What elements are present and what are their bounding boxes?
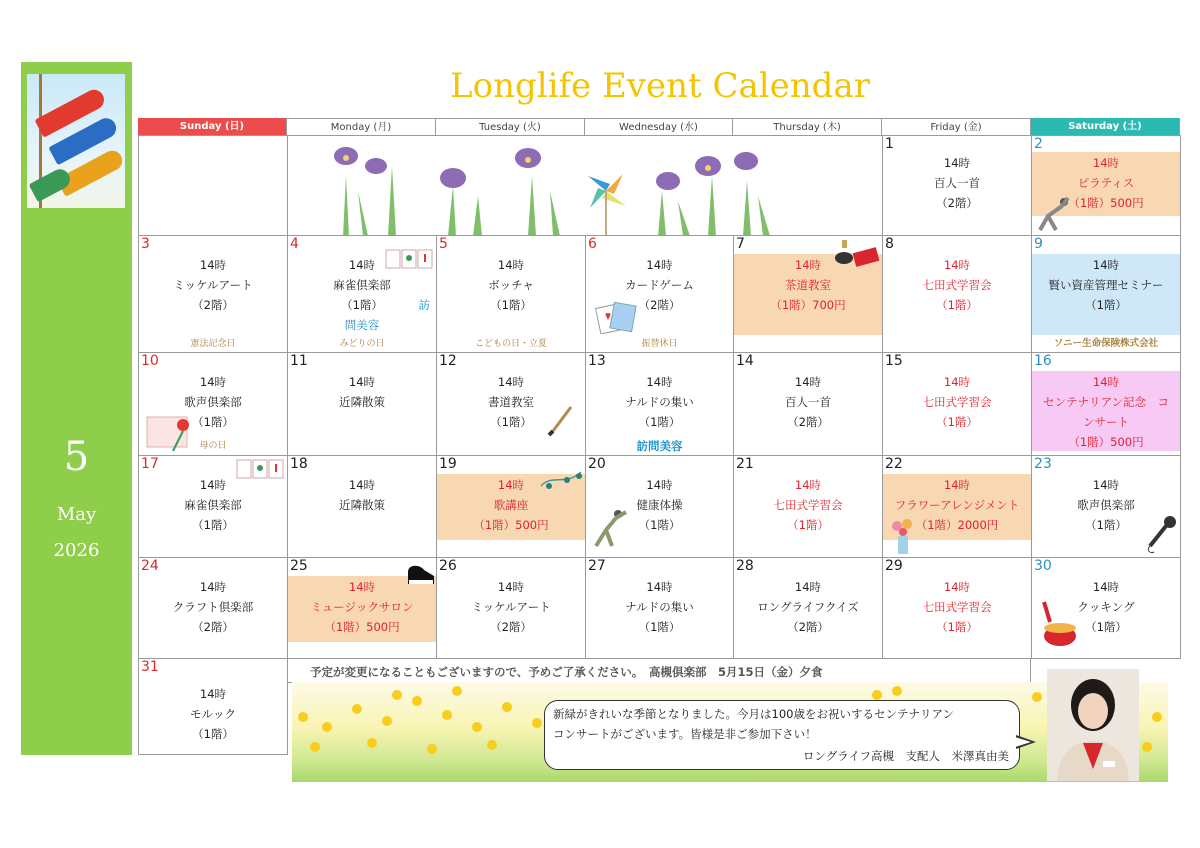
- calendar-cell-day-20: [585, 455, 734, 558]
- calendar-cell-day-9: [1031, 235, 1181, 353]
- event-location: （2階）: [490, 620, 532, 634]
- event-title: フラワーアレンジメント: [894, 498, 1020, 512]
- calendar-cell-day-25: [287, 557, 437, 659]
- calendar-cell-day-27: [585, 557, 734, 659]
- event-location: （1階）: [1085, 620, 1127, 634]
- day-number: 17: [141, 456, 159, 472]
- event-time: 14時: [1092, 258, 1120, 272]
- exercise-person-icon: [590, 506, 630, 550]
- event-time: 14時: [497, 258, 525, 272]
- day-number: 1: [885, 136, 894, 152]
- event-time: 14時: [497, 478, 525, 492]
- event-location: （1階）500円: [473, 518, 549, 532]
- event-time: 14時: [1092, 156, 1120, 170]
- koinobori-picture: [27, 74, 125, 208]
- event-time: 14時: [1092, 375, 1120, 389]
- event-title: 書道教室: [488, 395, 534, 409]
- event-location: （1階）: [1085, 298, 1127, 312]
- event-location: （1階）: [490, 415, 532, 429]
- calendar-cell-day-16: [1031, 352, 1181, 456]
- event-time: 14時: [199, 687, 227, 701]
- event-time: 14時: [943, 375, 971, 389]
- day-number: 30: [1034, 558, 1052, 574]
- event-title: カードゲーム: [625, 278, 694, 292]
- event-location: （1階）500円: [1068, 196, 1144, 210]
- calendar-cell-day-7: [733, 235, 883, 353]
- calligraphy-brush-icon: [545, 403, 575, 437]
- event-title: ナルドの集い: [625, 395, 694, 409]
- calendar-cell-day-10: [138, 352, 288, 456]
- day-number: 27: [588, 558, 606, 574]
- music-notes-icon: [537, 464, 585, 494]
- weekday-monday: Monday (月): [287, 118, 436, 135]
- calendar-cell-day-30: [1031, 557, 1181, 659]
- event-location: （1階）500円: [324, 620, 400, 634]
- event-time: 14時: [497, 375, 525, 389]
- day-number: 24: [141, 558, 159, 574]
- day-number: 29: [885, 558, 903, 574]
- event-title: ロングライフクイズ: [757, 600, 859, 614]
- weekday-wednesday: Wednesday (水): [585, 118, 733, 135]
- day-number: 16: [1034, 353, 1052, 369]
- day-number: 21: [736, 456, 754, 472]
- day-number: 15: [885, 353, 903, 369]
- event-time: 14時: [348, 375, 376, 389]
- event-location: （1階）700円: [770, 298, 846, 312]
- day-number: 3: [141, 236, 150, 252]
- event-title: 七田式学習会: [922, 278, 992, 292]
- calendar-cell-day-13: [585, 352, 734, 456]
- event-time: 14時: [794, 258, 822, 272]
- event-time: 14時: [943, 478, 971, 492]
- event-title: 七田式学習会: [773, 498, 843, 512]
- event-title: 健康体操: [636, 498, 683, 512]
- event-title: ミッケルアート: [471, 600, 551, 614]
- event-location: （1階）: [341, 298, 383, 312]
- event-location: （1階）: [638, 415, 681, 429]
- event-location: （2階）: [936, 196, 978, 210]
- month-number: 5: [63, 434, 90, 480]
- calendar-cell-day-24: [138, 557, 288, 659]
- iris-banner-cell: [287, 135, 883, 236]
- event-title: ボッチャ: [488, 278, 534, 292]
- day-number: 6: [588, 236, 597, 252]
- calendar-cell-day-22: [882, 455, 1032, 558]
- event-location: （1階）: [936, 415, 978, 429]
- calendar-cell-day-1: [882, 135, 1032, 236]
- event-time: 14時: [1092, 580, 1120, 594]
- day-number: 23: [1034, 456, 1052, 472]
- day-number: 28: [736, 558, 754, 574]
- event-extra: 問美容: [344, 318, 380, 332]
- event-time: 14時: [497, 580, 525, 594]
- page-title: Longlife Event Calendar: [450, 66, 870, 106]
- calendar-cell-day-17: [138, 455, 288, 558]
- event-time: 14時: [943, 258, 971, 272]
- manager-photo: [1047, 669, 1139, 781]
- calendar-cell-day-23: [1031, 455, 1181, 558]
- calendar-cell-day-28: [733, 557, 883, 659]
- day-number: 4: [290, 236, 299, 252]
- flower-vase-icon: [887, 516, 919, 556]
- event-title: 賢い資産管理セミナー: [1048, 278, 1164, 292]
- calendar-cell-day-19: [436, 455, 586, 558]
- weekday-tuesday: Tuesday (火): [436, 118, 585, 135]
- holiday-label: 振替休日: [641, 339, 678, 349]
- calendar-cell-day-15: [882, 352, 1032, 456]
- event-time: 14時: [646, 258, 673, 272]
- calendar-cell-day-11: [287, 352, 437, 456]
- event-title: 麻雀倶楽部: [184, 498, 242, 512]
- event-location: （1階）: [490, 298, 532, 312]
- calendar-cell-day-5: [436, 235, 586, 353]
- event-location: （1階）: [192, 727, 234, 741]
- day-number: 2: [1034, 136, 1043, 152]
- event-title: 歌声倶楽部: [184, 395, 242, 409]
- event-title: クラフト倶楽部: [172, 600, 254, 614]
- event-location: （1階）: [192, 518, 234, 532]
- day-number: 10: [141, 353, 159, 369]
- event-title: 百人一首: [785, 395, 831, 409]
- calendar-cell-day-14: [733, 352, 883, 456]
- event-title: ミュージックサロン: [310, 600, 414, 614]
- weekday-saturday: Saturday (土): [1031, 118, 1180, 135]
- event-time: 14時: [943, 580, 971, 594]
- event-location: （1階）: [1085, 518, 1127, 532]
- day-number: 5: [439, 236, 448, 252]
- event-title: 七田式学習会: [922, 600, 992, 614]
- calendar-cell-day-6: [585, 235, 734, 353]
- event-location: （2階）: [192, 620, 234, 634]
- event-title: 歌講座: [493, 498, 529, 512]
- calendar-cell-day-4: [287, 235, 437, 353]
- event-location: （2階）: [638, 298, 681, 312]
- event-time: 14時: [1092, 478, 1120, 492]
- event-location: （1階）: [638, 620, 681, 634]
- calendar-cell-day-18: [287, 455, 437, 558]
- day-number: 11: [290, 353, 308, 369]
- message-line-1: 新緑がきれいな季節となりました。今月は100歳をお祝いするセンテナリアン: [553, 707, 954, 721]
- pinwheel-icon: [588, 174, 626, 236]
- event-location: （1階）: [787, 518, 829, 532]
- event-title: 七田式学習会: [922, 395, 992, 409]
- day-number: 9: [1034, 236, 1043, 252]
- calendar-cell-day-31: [138, 658, 288, 755]
- event-location: （2階）: [787, 620, 829, 634]
- event-title: ピラティス: [1077, 176, 1135, 190]
- event-time: 14時: [646, 580, 673, 594]
- message-line-2: コンサートがございます。皆様是非ご参加下さい！: [553, 727, 817, 741]
- calendar-cell-day-3: [138, 235, 288, 353]
- iris-flowers-icon: [288, 136, 883, 236]
- day-number: 12: [439, 353, 457, 369]
- calendar-cell-day-29: [882, 557, 1032, 659]
- day-number: 26: [439, 558, 457, 574]
- day-number: 14: [736, 353, 754, 369]
- grand-piano-icon: [406, 562, 436, 590]
- event-title: センテナリアン記念 コ: [1042, 395, 1170, 409]
- calendar-cell-day-8: [882, 235, 1032, 353]
- notice-text: 予定が変更になることもございますので、予めご了承ください。 高槻倶楽部 5月15日（金）夕食: [310, 665, 823, 679]
- tea-ceremony-icon: [832, 238, 880, 268]
- event-title: 百人一首: [934, 176, 980, 190]
- manager-portrait-icon: [1047, 669, 1139, 781]
- playing-cards-icon: [594, 300, 638, 334]
- carnation-letter-icon: [143, 409, 199, 453]
- event-title: モルック: [190, 707, 236, 721]
- event-title: 近隣散策: [339, 498, 385, 512]
- day-number: 7: [736, 236, 745, 252]
- event-title: クッキング: [1077, 600, 1135, 614]
- microphone-icon: [1144, 514, 1178, 554]
- day-number: 13: [588, 353, 606, 369]
- event-time: 14時: [794, 478, 822, 492]
- event-time: 14時: [646, 478, 673, 492]
- event-location: （1階）: [638, 518, 681, 532]
- event-title: 近隣散策: [339, 395, 385, 409]
- event-time: 14時: [199, 375, 227, 389]
- event-title: 茶道教室: [785, 278, 831, 292]
- event-time: 14時: [199, 580, 227, 594]
- calendar-cell-empty: [138, 135, 288, 236]
- event-time: 14時: [646, 375, 673, 389]
- event-location: （1階）: [936, 620, 978, 634]
- pilates-person-icon: [1034, 194, 1074, 232]
- event-extra: 訪問美容: [636, 439, 683, 453]
- event-time: 14時: [348, 580, 376, 594]
- mahjong-tiles-icon: [235, 458, 287, 480]
- cooking-pot-icon: [1040, 600, 1080, 650]
- event-title: ミッケルアート: [173, 278, 253, 292]
- month-name: May: [56, 504, 97, 525]
- event-location: （2階）: [787, 415, 829, 429]
- weekday-thursday: Thursday (木): [733, 118, 882, 135]
- holiday-label: 母の日: [199, 441, 227, 451]
- message-bubble: [544, 700, 1020, 770]
- day-number: 8: [885, 236, 894, 252]
- event-title: 麻雀倶楽部: [333, 278, 391, 292]
- event-location: （2階）: [192, 298, 234, 312]
- holiday-label: 憲法記念日: [190, 339, 236, 349]
- event-time: 14時: [199, 258, 227, 272]
- event-time: 14時: [348, 258, 376, 272]
- event-title: ナルドの集い: [625, 600, 694, 614]
- message-signature: ロングライフ高槻 支配人 米澤真由美: [802, 749, 1009, 763]
- event-location: （1階）2000円: [915, 518, 999, 532]
- day-number: 18: [290, 456, 308, 472]
- month-sidebar: [21, 62, 132, 755]
- day-number: 20: [588, 456, 606, 472]
- mahjong-tiles-icon: [384, 248, 436, 270]
- day-number: 19: [439, 456, 457, 472]
- event-title-continued: ンサート: [1083, 415, 1129, 429]
- weekday-friday: Friday (金): [882, 118, 1031, 135]
- sponsor-label: ソニー生命保険株式会社: [1053, 338, 1159, 349]
- event-time: 14時: [794, 580, 822, 594]
- event-location: （1階）: [936, 298, 978, 312]
- calendar-cell-day-21: [733, 455, 883, 558]
- event-title: 歌声倶楽部: [1077, 498, 1135, 512]
- holiday-label: みどりの日: [339, 339, 385, 349]
- day-number: 31: [141, 659, 159, 675]
- day-number: 25: [290, 558, 308, 574]
- event-extra: 訪: [418, 298, 430, 312]
- calendar-cell-day-12: [436, 352, 586, 456]
- event-time: 14時: [199, 478, 227, 492]
- calendar-cell-day-2: [1031, 135, 1181, 236]
- event-time: 14時: [794, 375, 822, 389]
- holiday-label: こどもの日・立夏: [474, 339, 547, 349]
- event-time: 14時: [943, 156, 971, 170]
- weekday-sunday: Sunday (日): [138, 118, 287, 135]
- event-time: 14時: [348, 478, 376, 492]
- event-location: （1階）500円: [1068, 435, 1144, 449]
- day-number: 22: [885, 456, 903, 472]
- calendar-cell-day-26: [436, 557, 586, 659]
- event-location: （1階）: [192, 415, 234, 429]
- year: 2026: [53, 540, 100, 561]
